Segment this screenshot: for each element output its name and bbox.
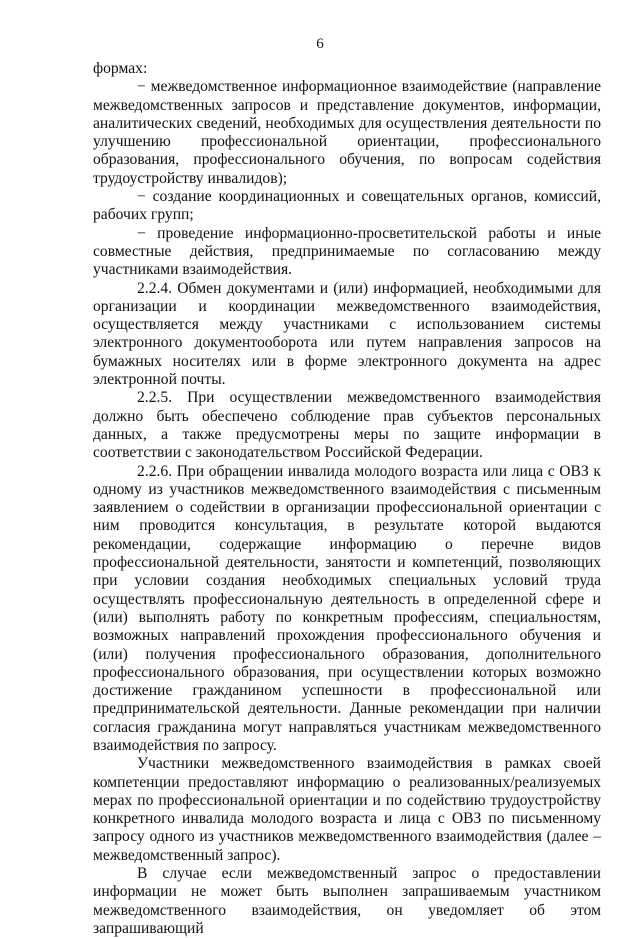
paragraph-2-2-6: 2.2.6. При обращении инвалида молодого возраста или лица с ОВЗ к одному из участников межведомственного взаимодействия с письменным заявлением о содействии в организации профессиональной ориентации с ним проводится консультация, в результате которой выдаются рекомендации, содержащие информацию о перечне видов профессиональной деятельности, занятости и компетенций, позволяющих при условии создания необходимых специальных условий труда осуществлять профессиональную деятельность в определенной сфере и (или) выполнять работу по конкретным профессиям, специальностям, возможных направлений прохождения профессионального обучения и (или) получения профессионального образования, дополнительного профессионального образования, при осуществлении которых возможно достижение гражданином успешности в профессиональной или предпринимательской деятельности. Данные рекомендации при наличии согласия гражданина могут направляться участникам межведомственного взаимодействия по запросу. [93, 462, 601, 754]
document-body [93, 60, 601, 938]
list-item-outreach-work: − проведение информационно-просветительской работы и иные совместные действия, предпринимаемые по согласованию между участниками взаимодействия. [93, 224, 601, 279]
page-number: 6 [316, 36, 324, 52]
paragraph-lead: формах: [93, 60, 148, 77]
paragraph-2-2-5: 2.2.5. При осуществлении межведомственного взаимодействия должно быть обеспечено соблюдение прав субъектов персональных данных, а также предусмотрены меры по защите информации в соответствии с законодательством Российской Федерации. [93, 389, 601, 462]
paragraph-participants: Участники межведомственного взаимодействия в рамках своей компетенции предоставляют информацию о реализованных/реализуемых мерах по профессиональной ориентации и по содействию трудоустройству конкретного инвалида молодого возраста и лица с ОВЗ по письменному запросу одного из участников межведомственного взаимодействия (далее – межведомственный запрос). [93, 755, 601, 864]
list-item-interagency-info: − межведомственное информационное взаимодействие (направление межведомственных запросов и представление документов, информации, аналитических сведений, необходимых для осуществления деятельности по улучшению профессиональной ориентации, профессионального образования, профессионального обучения, по вопросам содействия трудоустройству инвалидов); [93, 78, 601, 187]
paragraph-request-failure: В случае если межведомственный запрос о предоставлении информации не может быть выполнен запрашиваемым участником межведомственного взаимодействия, он уведомляет об этом запрашивающий [93, 865, 601, 937]
list-item-coordination-bodies: − создание координационных и совещательных органов, комиссий, рабочих групп; [93, 188, 601, 224]
paragraph-2-2-4: 2.2.4. Обмен документами и (или) информацией, необходимыми для организации и координации межведомственного взаимодействия, осуществляется между участниками с использованием системы электронного документооборота или путем направления запросов на бумажных носителях или в форме электронного документа на адрес электронной почты. [93, 279, 601, 389]
